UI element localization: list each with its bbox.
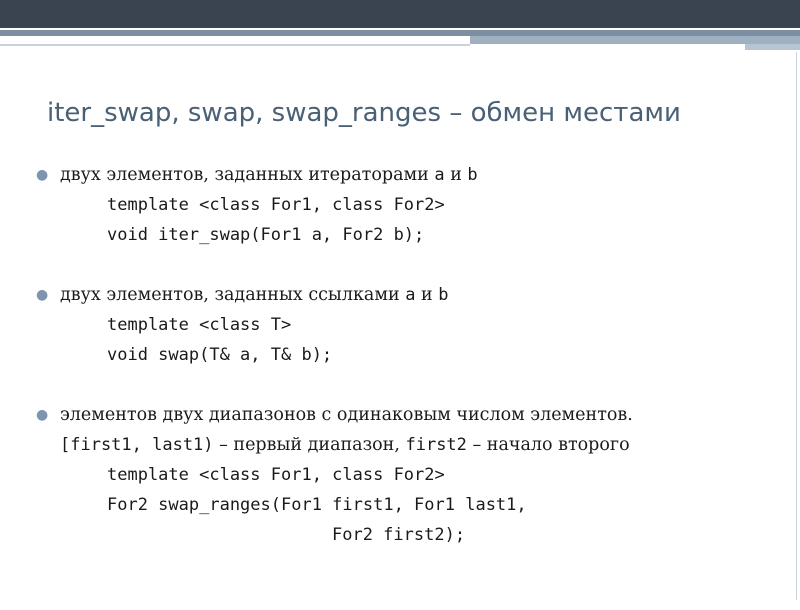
code-line: For2 first2);: [332, 525, 466, 545]
bullet-text: двух элементов, заданных ссылками a и b: [60, 285, 449, 305]
bullet-dot-icon: ●: [36, 407, 49, 423]
bullet-item-swap-ranges: [36, 400, 776, 430]
header-band: [0, 0, 800, 28]
header-accent-right: [470, 36, 800, 44]
bullet-dot-icon: ●: [36, 287, 49, 303]
code-line: template <class For1, class For2>: [107, 465, 445, 485]
code-line: For2 swap_ranges(For1 first1, For1 last1,: [107, 495, 527, 515]
header-accent-tag: [745, 44, 800, 50]
slide-title: iter_swap, swap, swap_ranges – обмен местами: [47, 98, 681, 128]
bullet-dot-icon: ●: [36, 167, 49, 183]
header-thin-line: [0, 44, 470, 46]
code-line: template <class T>: [107, 315, 292, 335]
code-line: void iter_swap(For1 a, For2 b);: [107, 225, 425, 245]
bullet-subline: [first1, last1) – первый диапазон, first2 – начало второго: [60, 435, 630, 455]
slide-content: [36, 160, 776, 550]
code-line: void swap(T& a, T& b);: [107, 345, 333, 365]
bullet-item-swap: [36, 280, 776, 310]
code-line: template <class For1, class For2>: [107, 195, 445, 215]
bullet-text: двух элементов, заданных итераторами a и b: [60, 165, 478, 185]
bullet-item-iter-swap: [36, 160, 776, 190]
right-border-line: [796, 52, 797, 600]
bullet-text: элементов двух диапазонов с одинаковым числом элементов.: [60, 405, 633, 425]
